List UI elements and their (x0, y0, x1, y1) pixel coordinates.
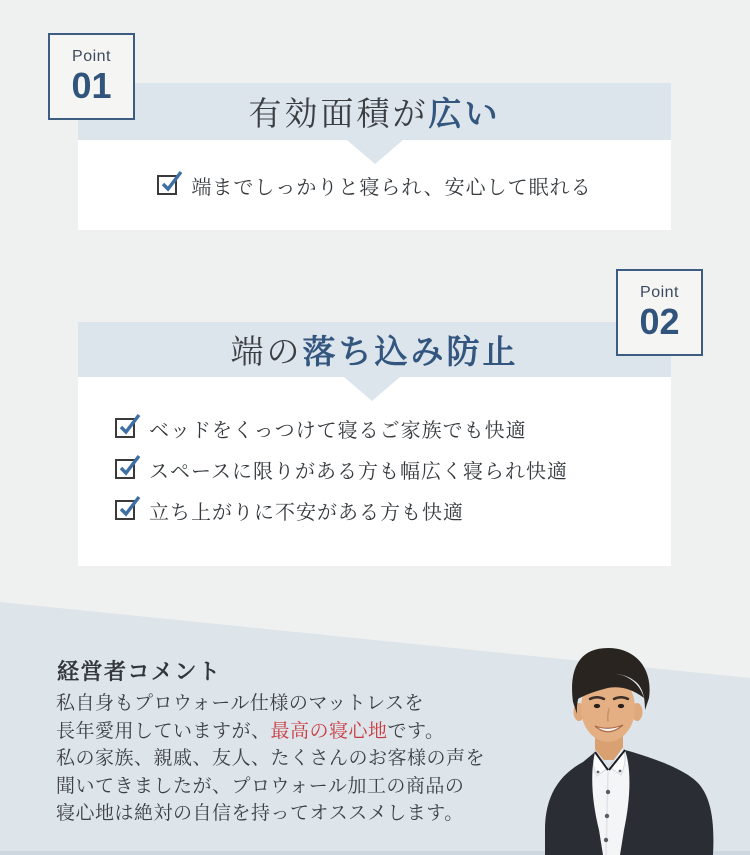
executive-photo (545, 648, 750, 855)
checkbox-checked-icon (115, 500, 135, 520)
checkbox-checked-icon (157, 175, 177, 195)
comment-paragraph: 私自身もプロウォール仕様のマットレスを 長年愛用していますが、最高の寝心地です。 私の家族、親戚、友人、たくさんのお客様の声を 聞いてきましたが、プロウォール加工の商品の 寝心地は絶対の自信を持ってオススメします。 (56, 693, 486, 824)
check-item (115, 496, 671, 524)
check-item-text: 立ち上がりに不安がある方も快適 (149, 501, 464, 524)
headline-plain-text: 有効面積が (248, 97, 429, 133)
check-item-text: スペースに限りがある方も幅広く寝られ快適 (149, 460, 568, 483)
checkbox-checked-icon (115, 418, 135, 438)
point-label: Point (640, 284, 679, 301)
check-item-text: ベッドをくっつけて寝るご家族でも快適 (149, 419, 527, 442)
feature-box-2 (78, 377, 671, 566)
band-pointer-triangle-1 (347, 140, 403, 164)
check-item (157, 171, 591, 199)
point-label: Point (72, 48, 111, 65)
point-number: 02 (639, 301, 680, 342)
check-item (115, 414, 671, 442)
point-number: 01 (71, 65, 112, 106)
headline-accent-text: 落ち込み防止 (302, 335, 519, 371)
headline-plain-text: 端の (230, 335, 303, 371)
band-pointer-triangle-2 (344, 377, 400, 401)
checkbox-checked-icon (115, 459, 135, 479)
check-item-text: 端までしっかりと寝られ、安心して眠れる (191, 176, 592, 199)
headline-accent-text: 広い (428, 97, 501, 133)
point-badge-2 (616, 269, 703, 356)
comment-heading: 経営者コメント (57, 659, 222, 684)
point-badge-1 (48, 33, 135, 120)
headline-band-2 (78, 322, 671, 377)
headline-band-1 (78, 83, 671, 140)
check-item (115, 455, 671, 483)
